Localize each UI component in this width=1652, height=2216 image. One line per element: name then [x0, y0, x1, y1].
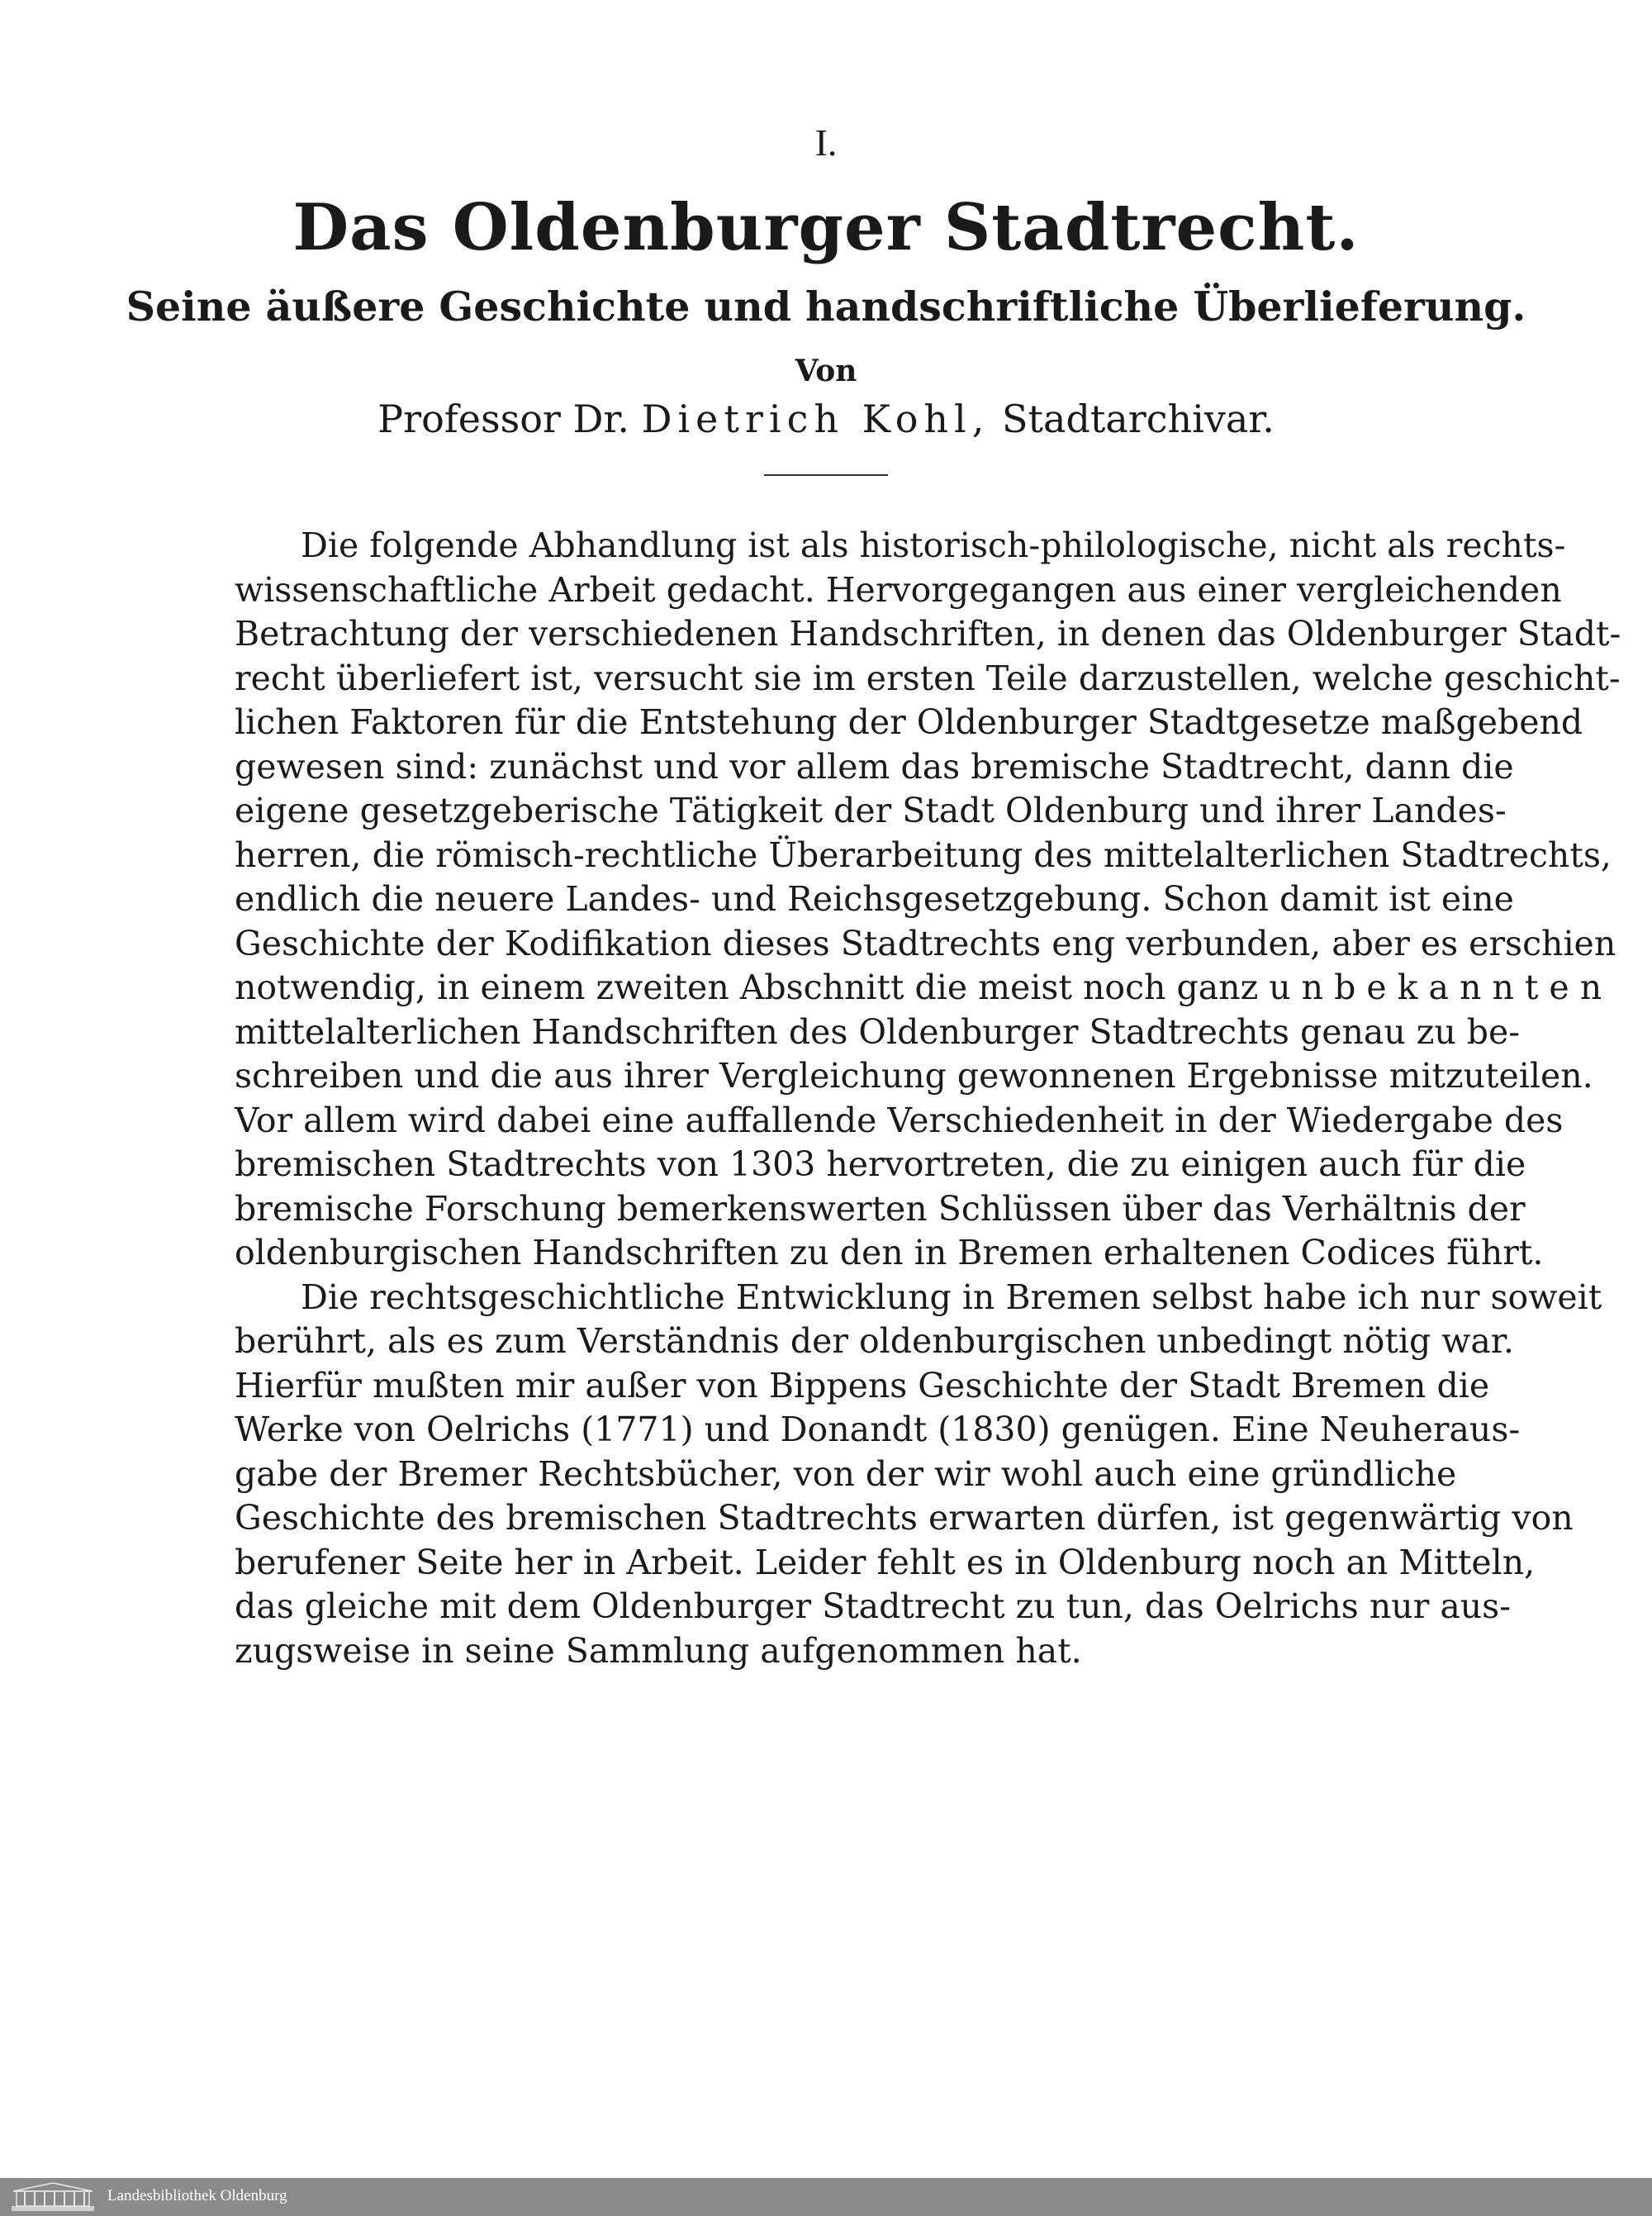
chapter-number: I.	[814, 121, 838, 164]
body-text	[235, 524, 1621, 1673]
text-line: Vor allem wird dabei eine auffallende Verschiedenheit in der Wiedergabe des	[235, 1100, 1564, 1140]
text-line: Geschichte der Kodifikation dieses Stadtrechts eng verbunden, aber es erschien	[235, 923, 1616, 963]
paragraph-1	[235, 524, 1621, 1276]
text-line: schreiben und die aus ihrer Vergleichung gewonnenen Ergebnisse mitzuteilen.	[235, 1056, 1593, 1096]
text-line: oldenburgischen Handschriften zu den in Bremen erhaltenen Codices führt.	[235, 1233, 1544, 1272]
text-line: mittelalterlichen Handschriften des Oldenburger Stadtrechts genau zu be-	[235, 1011, 1521, 1052]
text-line: Die rechtsgeschichtliche Entwicklung in Bremen selbst habe ich nur soweit	[301, 1277, 1602, 1317]
author-name: Dietrich Kohl,	[641, 397, 990, 441]
text-line: Die folgende Abhandlung ist als historisch-philologische, nicht als rechts-	[301, 525, 1566, 565]
text-line: notwendig, in einem zweiten Abschnitt die meist noch ganz u n b e k a n n t e n	[235, 968, 1602, 1007]
text-line: lichen Faktoren für die Entstehung der Oldenburger Stadtgesetze maßgebend	[235, 702, 1583, 742]
text-line: wissenschaftliche Arbeit gedacht. Hervorgegangen aus einer vergleichenden	[235, 569, 1562, 610]
text-line: das gleiche mit dem Oldenburger Stadtrecht zu tun, das Oelrichs nur aus-	[235, 1586, 1512, 1626]
byline-author	[0, 397, 1652, 441]
text-line: eigene gesetzgeberische Tätigkeit der Stadt Oldenburg und ihrer Landes-	[235, 791, 1507, 830]
text-line: gewesen sind: zunächst und vor allem das bremische Stadtrecht, dann die	[235, 746, 1514, 787]
text-line: Hierfür mußten mir außer von Bippens Geschichte der Stadt Bremen die	[235, 1365, 1490, 1405]
author-role: Stadtarchivar.	[1002, 397, 1275, 441]
text-line: recht überliefert ist, versucht sie im ersten Teile darzustellen, welche geschicht-	[235, 658, 1621, 698]
text-line: gabe der Bremer Rechtsbücher, von der wir wohl auch eine gründliche	[235, 1453, 1457, 1494]
text-line: Werke von Oelrichs (1771) und Donandt (1830) genügen. Eine Neuheraus-	[235, 1410, 1521, 1449]
text-line: zugsweise in seine Sammlung aufgenommen hat.	[235, 1630, 1082, 1671]
byline-von: Von	[795, 354, 857, 388]
page-title: Das Oldenburger Stadtrecht.	[292, 190, 1360, 265]
text-line: berührt, als es zum Verständnis der oldenburgischen unbedingt nötig war.	[235, 1321, 1514, 1361]
text-line: Betrachtung der verschiedenen Handschriften, in denen das Oldenburger Stadt-	[235, 614, 1621, 654]
subtitle: Seine äußere Geschichte und handschriftliche Überlieferung.	[126, 283, 1526, 330]
title-divider	[764, 474, 888, 476]
text-line: berufener Seite her in Arbeit. Leider fehlt es in Oldenburg noch an Mitteln,	[235, 1542, 1536, 1582]
author-prefix: Professor Dr.	[377, 397, 629, 441]
text-line: endlich die neuere Landes- und Reichsgesetzgebung. Schon damit ist eine	[235, 879, 1514, 919]
library-building-icon	[10, 2181, 96, 2213]
library-name: Landesbibliothek Oldenburg	[107, 2187, 287, 2204]
text-line: bremischen Stadtrechts von 1303 hervortreten, die zu einigen auch für die	[235, 1144, 1526, 1184]
text-line: herren, die römisch-rechtliche Überarbeitung des mittelalterlichen Stadtrechts,	[235, 835, 1612, 875]
text-line: Geschichte des bremischen Stadtrechts erwarten dürfen, ist gegenwärtig von	[235, 1498, 1574, 1538]
footer-bar	[0, 2178, 1652, 2216]
paragraph-2	[235, 1276, 1602, 1674]
text-line: bremische Forschung bemerkenswerten Schlüssen über das Verhältnis der	[235, 1188, 1526, 1229]
